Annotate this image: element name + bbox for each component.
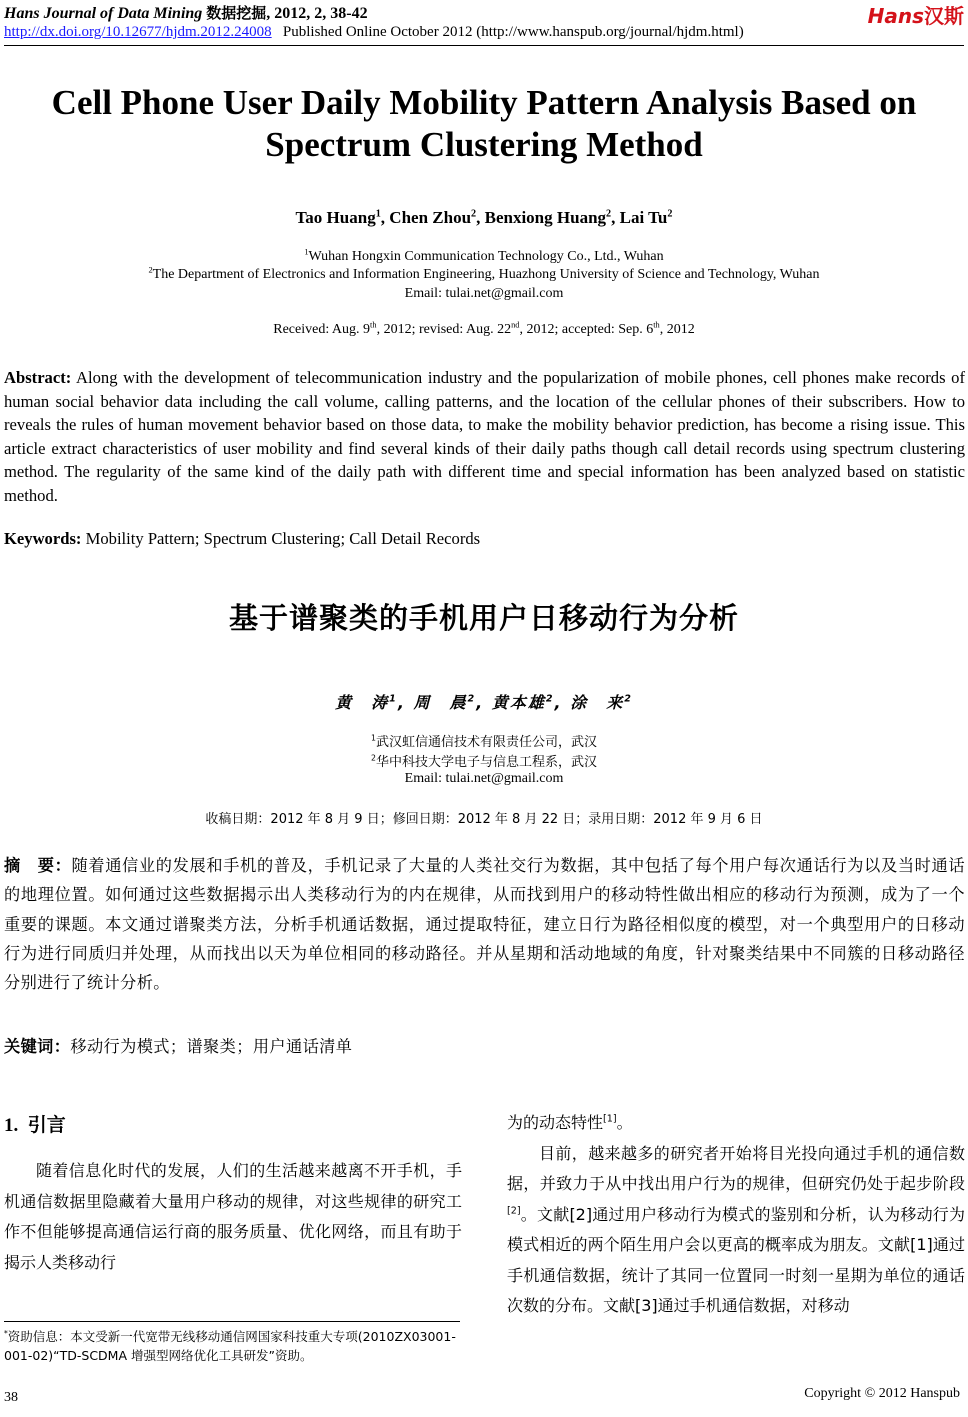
journal-volume: , 2012, 2, 38-42 [266,5,368,22]
intro-paragraph-cont: 为的动态特性[1]。 [507,1113,633,1132]
keywords-text: Mobility Pattern; Spectrum Clustering; Call Detail Records [85,529,481,548]
abstract-cn-text: 随着通信业的发展和手机的普及，手机记录了大量的人类社交行为数据，其中包括了每个用户每次通话行为以及当时通话的地理位置。如何通过这些数据揭示出人类移动行为的内在规律，从而找到用户的移动特性做出相应的移动行为预测，成为了一个重要的课题。本文通过谱聚类方法，分析手机通话数据，通过提取特征，建立日行为路径相似度的模型，对一个典型用户的日移动行为进行同质归并处理，从而找出以天为单位相同的移动路径。并从星期和活动地域的角度，针对聚类结果中不同簇的日移动路径分别进行了统计分析。 [4,856,965,993]
author: Benxiong Huang [484,208,607,227]
author: 涂 来 [570,693,625,712]
author: Tao Huang [295,208,376,227]
keywords-label: Keywords: [4,529,82,548]
copyright: Copyright © 2012 Hanspub [804,1386,960,1401]
citation: [1] [603,1113,617,1125]
abstract-label: Abstract: [4,368,72,387]
citation: [2] [507,1205,521,1217]
author: Lai Tu [619,208,668,227]
doi-link[interactable]: http://dx.doi.org/10.12677/hjdm.2012.24008 [4,24,272,40]
journal-name-en: Hans Journal of Data Mining [4,5,203,22]
header-divider [4,45,964,46]
footnote-divider [4,1321,460,1322]
right-column [507,1108,965,1322]
affiliation-1-cn: $^1$武汉虹信通信技术有限责任公司，武汉 [371,733,597,750]
page-number: 38 [4,1390,18,1405]
abstract-cn [4,851,965,997]
published-online: Published Online October 2012 (http://www.hanspub.org/journal/hjdm.html) [282,24,744,40]
paper-title-cn: 基于谱聚类的手机用户日移动行为分析 [228,601,739,635]
intro-paragraph-1: 随着信息化时代的发展，人们的生活越来越离不开手机，手机通信数据里隐藏着大量用户移动的规律，对这些规律的研究工作不但能够提高通信运行商的服务质量、优化网络，而且有助于揭示人类移动行 [4,1161,462,1272]
funding-footnote: *资助信息：本文受新一代宽带无线移动通信网国家科技重大专项(2010ZX03001-001-02)“TD-SCDMA 增强型网络优化工具研发”资助。 [4,1328,456,1363]
author: 黄 涛 [335,693,390,712]
keywords-cn-label: 关键词： [4,1037,71,1056]
affiliation-1-en: $^1$Wuhan Hongxin Communication Technology Co., Ltd., Wuhan [304,247,664,264]
journal-header [4,2,368,23]
keywords-en [4,527,965,551]
author: 黄本雄 [491,693,546,712]
section-heading-introduction: 1. 引言 [4,1114,66,1136]
email-en: Email: tulai.net@gmail.com [404,286,564,301]
affiliation-2-cn: $^2$华中科技大学电子与信息工程系，武汉 [371,753,597,770]
author: 周 晨 [413,693,468,712]
affiliation-2-en: $^2$The Department of Electronics and Information Engineering, Huazhong University of Science and Technology, Wuhan [148,265,820,282]
abstract-text: Along with the development of telecommunication industry and the popularization of mobile phones, cell phones make records of human social behavior data including the call volume, calling patterns, and the location of the cellular phones of their subscribers. How to reveals the rules of human movement behavior based on those data, to make the mobility behavior prediction, has become a rising issue. This article extract characteristics of user mobility and find several kinds of their daily paths though call detail records using spectrum clustering method. The regularity of the same kind of the daily path with different time and special information has been analyzed based on statistic method. [4,368,965,505]
journal-doi-line [4,24,744,41]
paper-title-en: Cell Phone User Daily Mobility Pattern Analysis Based on Spectrum Clustering Method [51,83,917,164]
left-column [4,1156,462,1278]
authors-en: Tao Huang$^1$, Chen Zhou$^2$, Benxiong Huang$^2$, Lai Tu$^2$ [295,208,673,227]
abstract-cn-label: 摘 要： [4,856,72,875]
intro-paragraph-2: 目前，越来越多的研究者开始将目光投向通过手机的通信数据，并致力于从中找出用户行为的规律，但研究仍处于起步阶段[2]。文献[2]通过用户移动行为模式的鉴别和分析，认为移动行为模式相近的两个陌生用户会以更高的概率成为朋友。文献[1]通过手机通信数据，统计了其同一位置同一时刻一星期为单位的通话次数的分布。文献[3]通过手机通信数据，对移动 [507,1143,965,1315]
journal-name-cn: 数据挖掘 [206,4,267,22]
received-dates-cn: 收稿日期：2012 年 8 月 9 日；修回日期：2012 年 8 月 22 日；录用日期：2012 年 9 月 6 日 [205,812,763,827]
received-dates-en: Received: Aug. 9th, 2012; revised: Aug. 22nd, 2012; accepted: Sep. 6th, 2012 [273,320,695,337]
keywords-cn [4,1032,965,1061]
abstract-en [4,366,965,508]
hans-logo: Hans汉斯 [867,4,964,28]
email-cn: Email: tulai.net@gmail.com [404,771,564,786]
authors-cn: 黄 涛$^1$, 周 晨$^2$, 黄本雄$^2$, 涂 来$^2$ [335,693,633,712]
author: Chen Zhou [389,208,472,227]
keywords-cn-text: 移动行为模式；谱聚类；用户通话清单 [70,1037,353,1056]
